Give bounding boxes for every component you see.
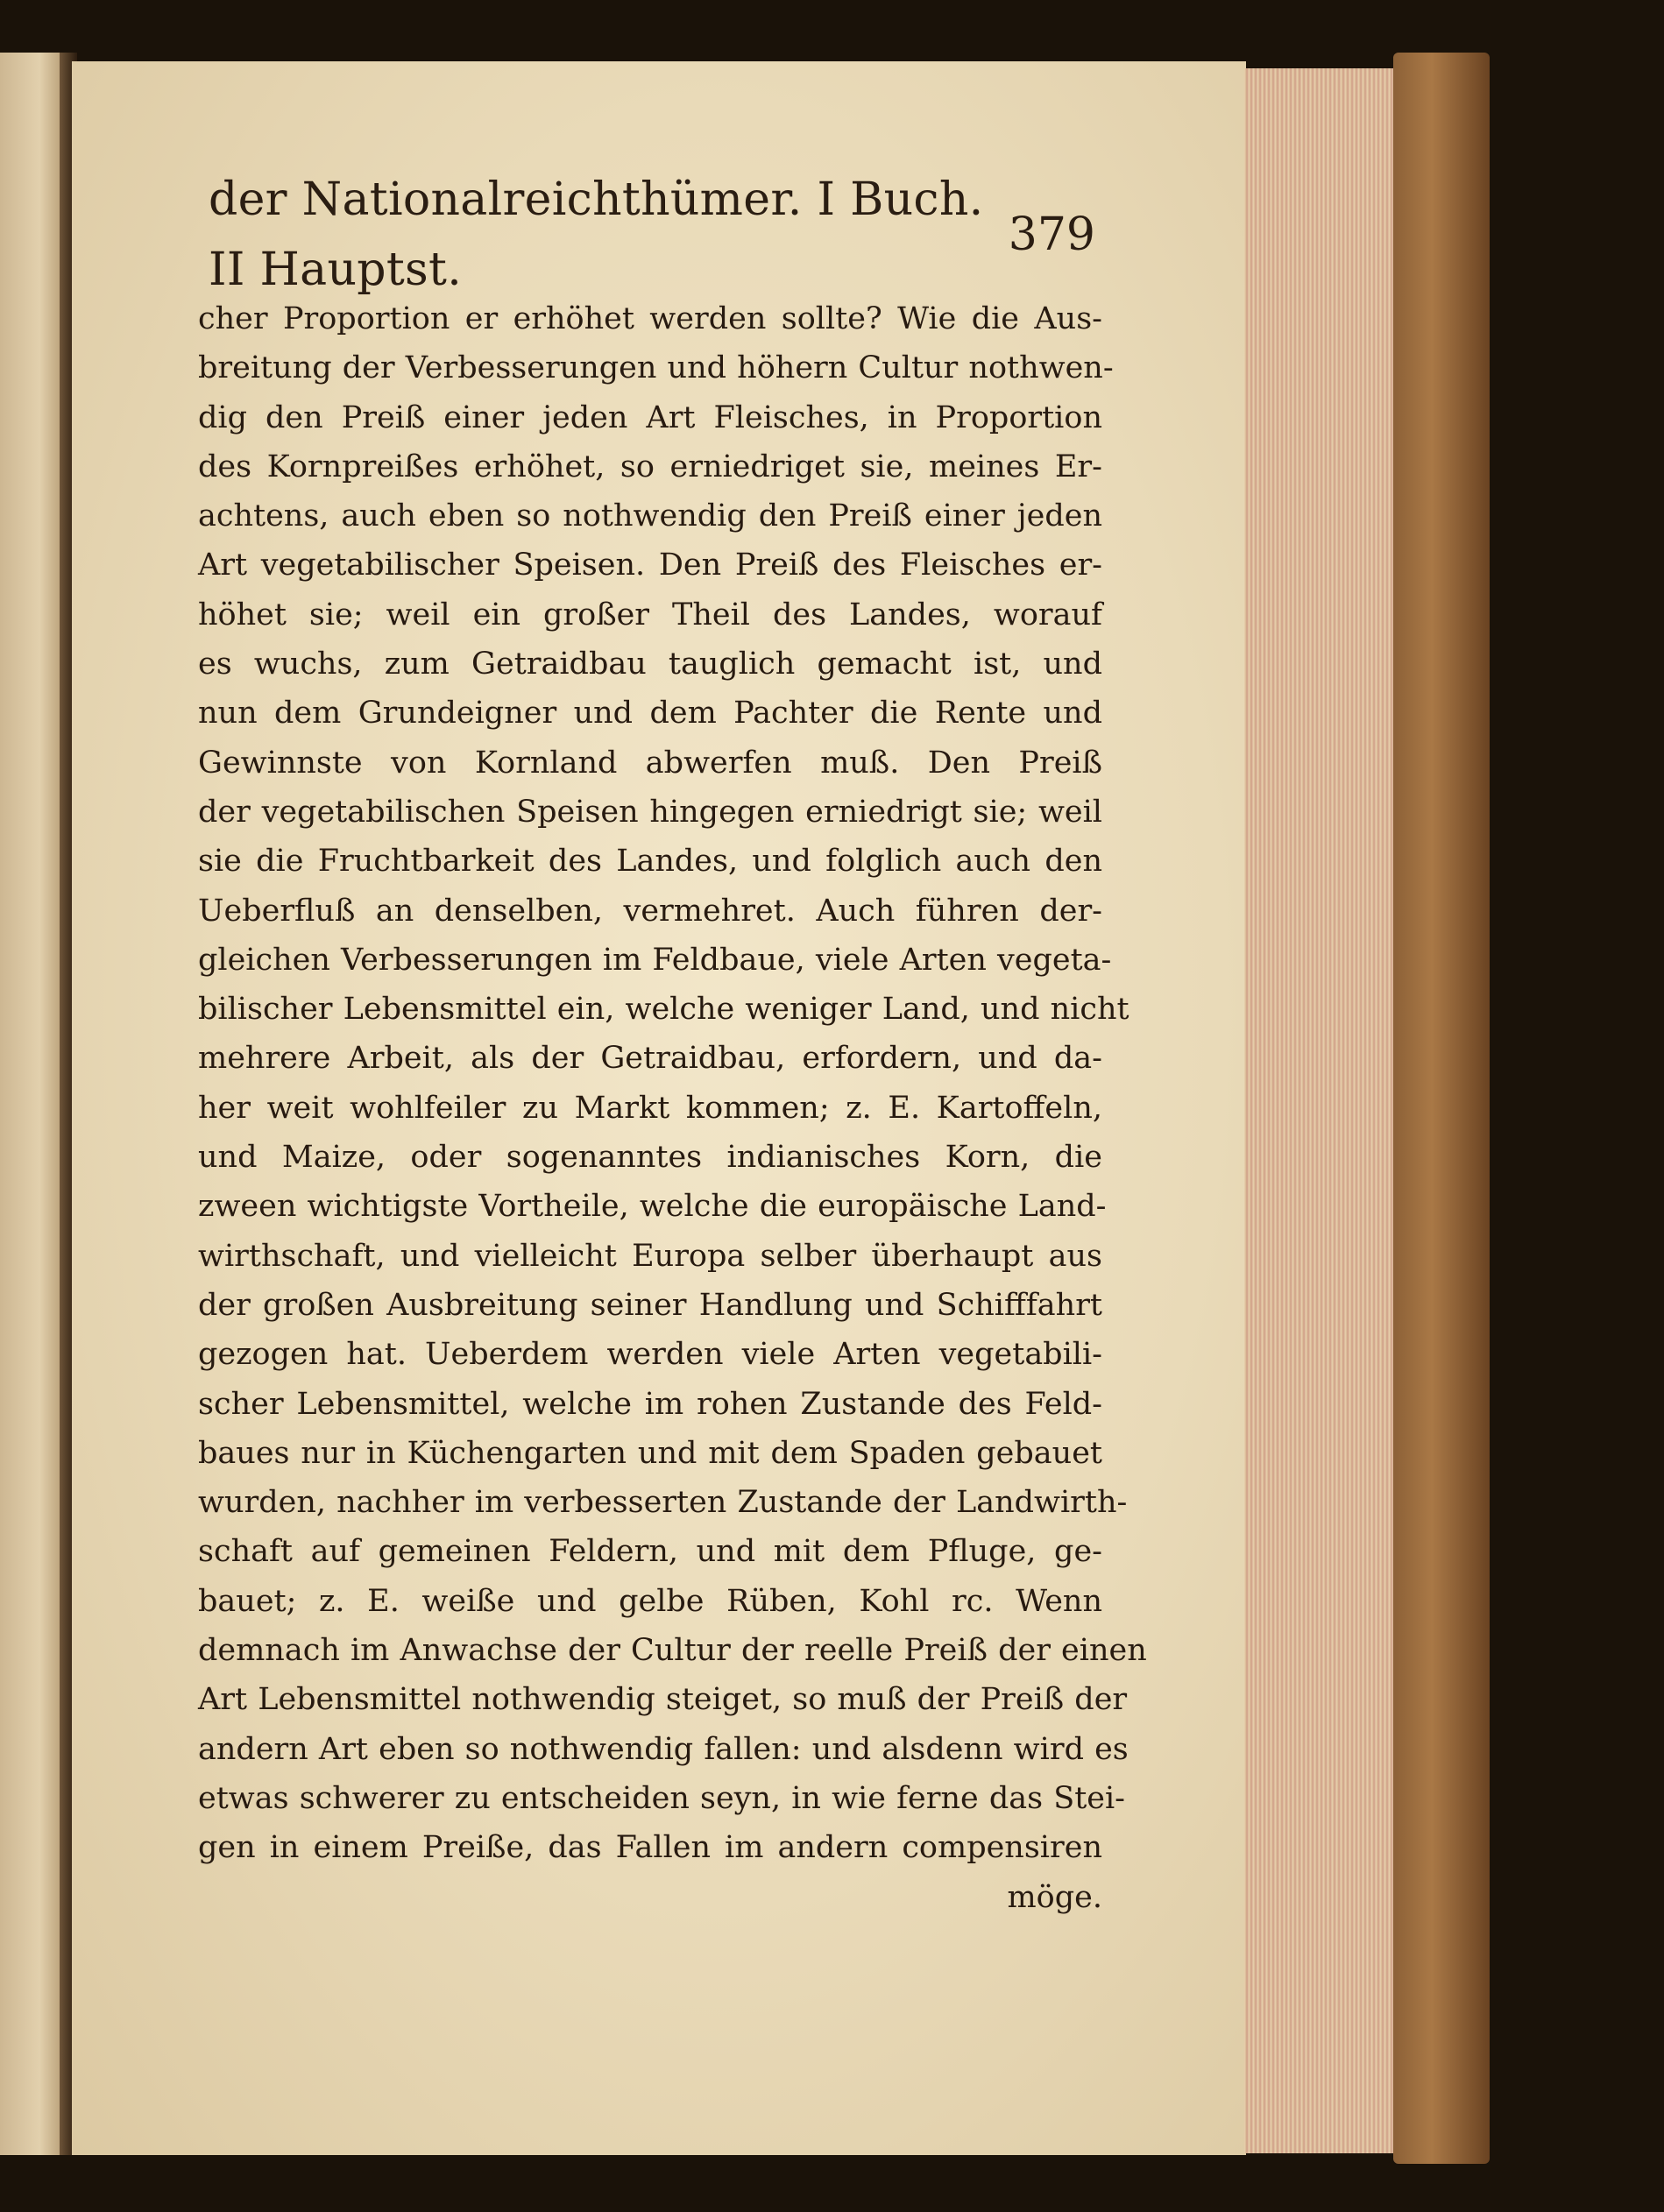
text-line: des Kornpreißes erhöhet, so erniedriget sie, meines Er- xyxy=(198,449,1102,484)
body-text xyxy=(198,294,1147,1922)
text-line: sie die Fruchtbarkeit des Landes, und folglich auch den xyxy=(198,844,1102,880)
text-line: bauet; z. E. weiße und gelbe Rüben, Kohl rc. Wenn xyxy=(198,1583,1102,1619)
book-cover-edge xyxy=(1393,53,1490,2164)
text-line: schaft auf gemeinen Feldern, und mit dem Pfluge, ge- xyxy=(198,1534,1102,1570)
text-line: wirthschaft, und vielleicht Europa selber überhaupt aus xyxy=(198,1238,1102,1274)
running-title: der Nationalreichthümer. I Buch. II Hauptst. xyxy=(209,173,984,296)
text-line: etwas schwerer zu entscheiden seyn, in wie ferne das Stei- xyxy=(198,1780,1125,1816)
text-line: bilischer Lebensmittel ein, welche weniger Land, und nicht xyxy=(198,992,1129,1028)
text-line: andern Art eben so nothwendig fallen: und alsdenn wird es xyxy=(198,1731,1129,1767)
text-line: Art vegetabilischer Speisen. Den Preiß des Fleisches er- xyxy=(198,548,1102,583)
text-line: Ueberfluß an denselben, vermehret. Auch führen der- xyxy=(198,893,1102,929)
text-line: der vegetabilischen Speisen hingegen erniedrigt sie; weil xyxy=(198,794,1102,830)
text-line: scher Lebensmittel, welche im rohen Zustande des Feld- xyxy=(198,1386,1102,1422)
left-page-edge xyxy=(0,53,66,2155)
text-line: Gewinnste von Kornland abwerfen muß. Den Preiß xyxy=(198,745,1102,781)
text-line: cher Proportion er erhöhet werden sollte? Wie die Aus- xyxy=(198,301,1102,336)
text-line: höhet sie; weil ein großer Theil des Landes, worauf xyxy=(198,597,1102,633)
text-line: Art Lebensmittel nothwendig steiget, so muß der Preiß der xyxy=(198,1682,1128,1718)
text-line: gen in einem Preiße, das Fallen im andern compensiren xyxy=(198,1830,1102,1866)
text-line: gleichen Verbesserungen im Feldbaue, viele Arten vegeta- xyxy=(198,942,1112,978)
text-line: zween wichtigste Vortheile, welche die europäische Land- xyxy=(198,1189,1107,1225)
page-block-edges xyxy=(1244,68,1398,2153)
page-number: 379 xyxy=(1008,208,1095,261)
text-line: möge. xyxy=(1007,1879,1102,1915)
text-line: dig den Preiß einer jeden Art Fleisches, in Proportion xyxy=(198,399,1102,435)
running-header xyxy=(209,173,1095,296)
text-line: breitung der Verbesserungen und höhern Cultur nothwen- xyxy=(198,350,1114,386)
text-line: und Maize, oder sogenanntes indianisches Korn, die xyxy=(198,1140,1102,1176)
text-line: es wuchs, zum Getraidbau tauglich gemacht ist, und xyxy=(198,647,1102,682)
text-line: mehrere Arbeit, als der Getraidbau, erfordern, und da- xyxy=(198,1041,1102,1077)
text-line: achtens, auch eben so nothwendig den Preiß einer jeden xyxy=(198,498,1102,534)
text-line: her weit wohlfeiler zu Markt kommen; z. E. Kartoffeln, xyxy=(198,1090,1102,1126)
text-line: baues nur in Küchengarten und mit dem Spaden gebauet xyxy=(198,1435,1102,1471)
text-line: demnach im Anwachse der Cultur der reelle Preiß der einen xyxy=(198,1633,1147,1669)
text-line: wurden, nachher im verbesserten Zustande der Landwirth- xyxy=(198,1485,1128,1521)
text-line: gezogen hat. Ueberdem werden viele Arten vegetabili- xyxy=(198,1337,1102,1373)
text-line: der großen Ausbreitung seiner Handlung und Schifffahrt xyxy=(198,1287,1102,1323)
text-line: nun dem Grundeigner und dem Pachter die Rente und xyxy=(198,696,1102,731)
